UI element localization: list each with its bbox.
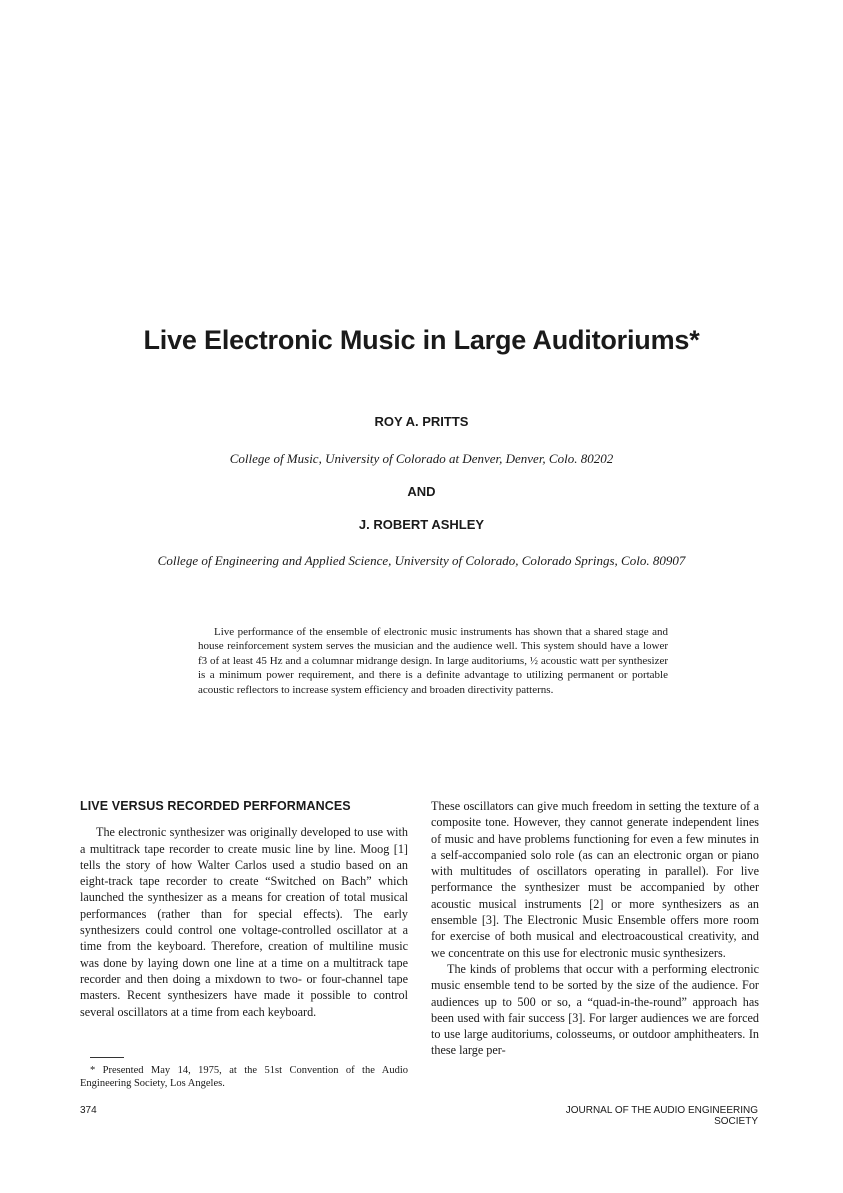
page-number: 374 bbox=[80, 1105, 97, 1116]
body-paragraph-right-2: The kinds of problems that occur with a performing electronic music ensemble tend to be sorted by the size of the audience. For audiences up to 500 or so, a “quad-in-the-round” approach has been used with fair success [3]. For larger audiences we are forced to use large auditoriums, colosseums, or outdoor amphitheaters. In these large per- bbox=[431, 961, 759, 1058]
section-heading: LIVE VERSUS RECORDED PERFORMANCES bbox=[80, 799, 351, 813]
author-name-1: ROY A. PRITTS bbox=[374, 414, 469, 429]
author-conjunction: AND bbox=[407, 484, 436, 499]
article-title: Live Electronic Music in Large Auditoriums* bbox=[143, 325, 700, 355]
author-affiliation-1: College of Music, University of Colorado at Denver, Denver, Colo. 80202 bbox=[229, 451, 614, 466]
journal-name: JOURNAL OF THE AUDIO ENGINEERING SOCIETY bbox=[565, 1105, 758, 1127]
body-paragraph-left: The electronic synthesizer was originally developed to use with a multitrack tape recorder to create music line by line. Moog [1] tells the story of how Walter Carlos used a studio based on an eight-track tape recorder to create “Switched on Bach” which launched the synthesizer as a means for creation of total musical performances (rather than for special effects). The early synthesizers could control one voltage-controlled oscillator at a time from the keyboard. Therefore, creation of multiline music was done by laying down one line at a time on a multitrack tape recorder and then doing a mixdown to two- or four-channel tape masters. Recent synthesizers have made it possible to control several oscillators at a time from each keyboard. bbox=[80, 825, 408, 1019]
footnote: * Presented May 14, 1975, at the 51st Convention of the Audio Engineering Society, Los Angeles. bbox=[80, 1065, 408, 1089]
left-column bbox=[80, 798, 408, 1020]
right-column bbox=[431, 798, 759, 1059]
abstract: Live performance of the ensemble of electronic music instruments has shown that a shared stage and house reinforcement system serves the musician and the audience well. This system should have a lower f3 of at least 45 Hz and a columnar midrange design. In large auditoriums, ½ acoustic watt per synthesizer is a minimum power requirement, and there is a definite advantage to utilizing permanent or portable acoustic reflectors to increase system efficiency and broaden directivity patterns. bbox=[198, 626, 668, 696]
author-affiliation-2: College of Engineering and Applied Science, University of Colorado, Colorado Springs, Colo. 80907 bbox=[157, 553, 686, 568]
body-paragraph-right-1: These oscillators can give much freedom in setting the texture of a composite tone. However, they cannot generate independent lines of music and have problems functioning for even a few minutes in a self-accompanied solo role (as can an electronic organ or piano with multitudes of oscillators operating in parallel). For live performance the synthesizer must be accompanied by other acoustic musical instruments [2] or more synthesizers as an ensemble [3]. The Electronic Music Ensemble offers more room for exercise of both musical and electroacoustical creativity, and we concentrate on this use for electronic music synthesizers. bbox=[431, 799, 759, 960]
footnote-divider bbox=[90, 1057, 124, 1058]
author-name-2: J. ROBERT ASHLEY bbox=[358, 517, 485, 532]
